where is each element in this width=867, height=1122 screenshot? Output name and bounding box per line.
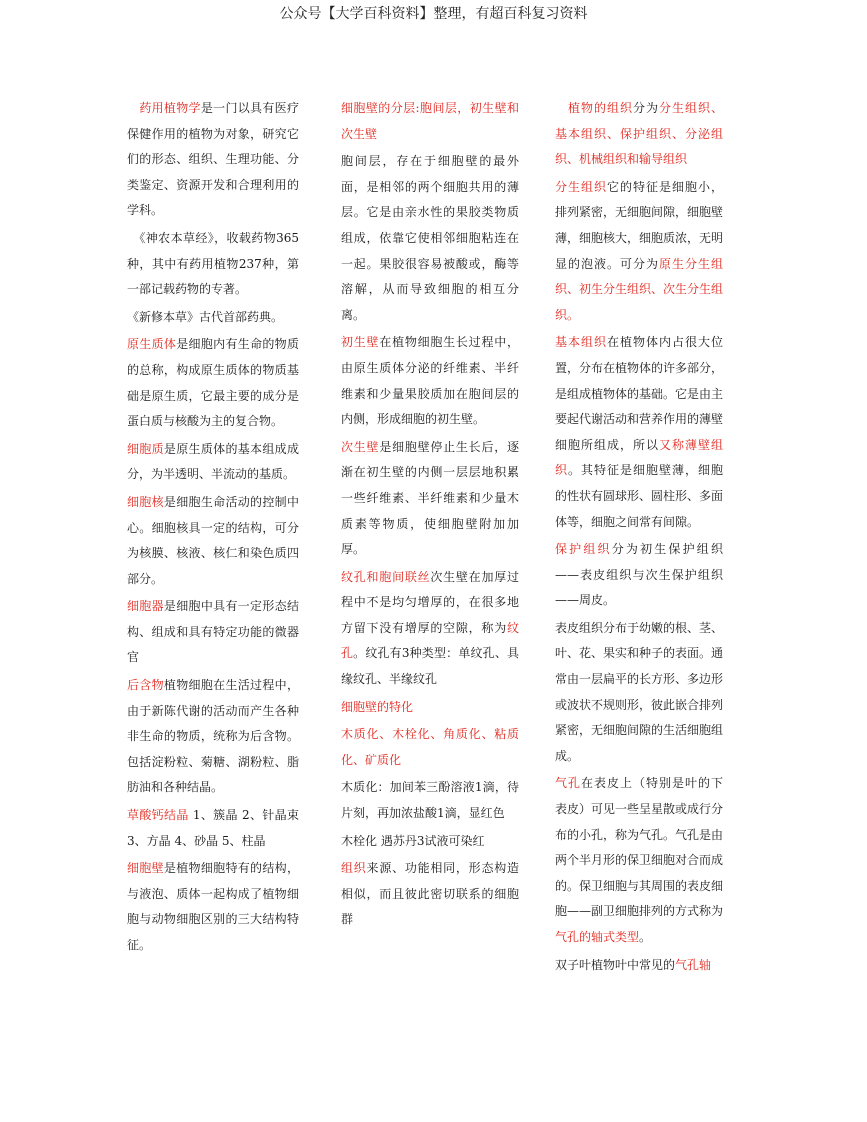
body-text: 《新修本草》古代首部药典。 xyxy=(127,309,284,324)
body-text: 。 xyxy=(639,930,652,944)
highlighted-term: 组织 xyxy=(341,861,367,876)
paragraph xyxy=(555,175,723,329)
body-text: 。纹孔有3种类型：单纹孔、具缘纹孔、半缘纹孔 xyxy=(341,646,519,687)
body-text: 分为初生保护组织——表皮组织与次生保护组织——周皮。 xyxy=(555,542,723,608)
paragraph xyxy=(555,537,723,614)
highlighted-term: 保护组织 xyxy=(555,542,612,557)
highlighted-term: 草酸钙结晶 xyxy=(127,808,189,823)
paragraph xyxy=(127,96,299,224)
paragraph xyxy=(341,856,519,933)
text-column-1 xyxy=(127,96,299,959)
body-text: 木栓化 遇苏丹3试液可染红 xyxy=(341,833,485,848)
paragraph xyxy=(341,435,519,563)
paragraph xyxy=(341,330,519,432)
body-text: 在植物体内占很大位置，分布在植物体的许多部分，是组成植物体的基础。它是由主要起代谢活动和营养作用的薄壁细胞所组成，所以 xyxy=(555,335,724,452)
text-column-2 xyxy=(341,96,519,933)
paragraph xyxy=(341,96,519,147)
body-text: 双子叶植物叶中常见的 xyxy=(555,957,676,972)
body-text xyxy=(127,101,139,115)
paragraph xyxy=(127,305,299,331)
paragraph xyxy=(341,565,519,693)
highlighted-term: 基本组织 xyxy=(555,335,607,350)
body-text: 是植物细胞特有的结构，与液泡、质体一起构成了植物细胞与动物细胞区别的三大结构特征。 xyxy=(127,861,299,952)
highlighted-term: 又称薄壁组织 xyxy=(555,437,723,478)
highlighted-term: 气孔的轴式类型 xyxy=(555,930,640,944)
body-text xyxy=(555,101,568,115)
highlighted-term: 分生组织 xyxy=(555,179,607,194)
paragraph xyxy=(555,96,723,173)
highlighted-term: 纹孔和胞间联丝 xyxy=(341,569,431,584)
body-text: 。其特征是细胞壁薄，细胞的性状有圆球形、圆柱形、多面体等，细胞之间常有间隙。 xyxy=(555,463,724,529)
paragraph xyxy=(341,829,519,855)
highlighted-term: 原生分生组织、初生分生组织、次生分生组织。 xyxy=(555,256,724,322)
paragraph xyxy=(127,490,299,592)
paragraph xyxy=(127,332,299,434)
body-text: 植物细胞在生活过程中，由于新陈代谢的活动而产生各种非生命的物质，统称为后含物。包括淀粉粒、菊糖、湖粉粒、脂肪油和各种结晶。 xyxy=(127,678,299,795)
paragraph xyxy=(127,856,299,958)
paragraph xyxy=(341,775,519,826)
body-text: 是原生质体的基本组成成分，为半透明、半流动的基质。 xyxy=(127,441,299,482)
highlighted-term: 后含物 xyxy=(127,678,164,693)
body-text: 是细胞中具有一定形态结构、组成和具有特定功能的微器官 xyxy=(127,599,299,665)
text-column-3 xyxy=(555,96,723,978)
highlighted-term: 细胞质 xyxy=(127,441,164,456)
body-text: 木质化：加间苯三酚溶液1滴，待片刻，再加浓盐酸1滴，显红色 xyxy=(341,780,519,821)
body-text: 胞间层，存在于细胞壁的最外面，是相邻的两个细胞共用的薄层。它是由亲水性的果胶类物质组成，依靠它使相邻细胞粘连在一起。果胶很容易被酸或，酶等溶解，从而导致细胞的相互分离。 xyxy=(341,154,519,322)
body-text: 表皮组织分布于幼嫩的根、茎、叶、花、果实和种子的表面。通常由一层扁平的长方形、多边形或波状不规则形，彼此嵌合排列紧密，无细胞间隙的生活细胞组成。 xyxy=(555,620,724,763)
body-text: 是细胞生命活动的控制中心。细胞核具一定的结构，可分为核膜、核液、核仁和染色质四部分。 xyxy=(127,494,299,586)
paragraph xyxy=(555,330,723,535)
paragraph xyxy=(127,437,299,488)
highlighted-term: 气孔 xyxy=(555,776,581,791)
paragraph xyxy=(341,695,519,721)
highlighted-term: 原生质体 xyxy=(127,337,177,352)
highlighted-term: 细胞器 xyxy=(127,599,164,614)
highlighted-term: 细胞壁的分层:胞间层，初生壁和次生壁 xyxy=(341,101,519,141)
paragraph xyxy=(341,149,519,328)
highlighted-term: 气孔轴 xyxy=(675,957,712,972)
highlighted-term: 细胞核 xyxy=(127,494,164,509)
body-text: 在表皮上（特别是叶的下表皮）可见一些呈星散或成行分布的小孔，称为气孔。气孔是由两个半月形的保卫细胞对合而成的。保卫细胞与其周围的表皮细胞——副卫细胞排列的方式称为 xyxy=(555,776,724,919)
highlighted-term: 纹孔 xyxy=(341,620,519,661)
body-text: 在植物细胞生长过程中，由原生质体分泌的纤维素、半纤维素和少量果胶质加在胞间层的内侧，形成细胞的初生壁。 xyxy=(341,335,519,427)
paragraph xyxy=(555,953,723,979)
body-text: 次生壁在加厚过程中不是均匀增厚的，在很多地方留下没有增厚的空隙，称为 xyxy=(341,569,519,635)
highlighted-term: 药用植物学 xyxy=(139,101,201,115)
body-text: 1、簇晶 2、针晶束 3、方晶 4、砂晶 5、柱晶 xyxy=(127,808,299,848)
paragraph xyxy=(341,722,519,773)
highlighted-term: 细胞壁的特化 xyxy=(341,699,414,714)
body-text: 来源、功能相同，形态构造相似，而且彼此密切联系的细胞群 xyxy=(341,861,519,927)
highlighted-term: 木质化、木栓化、角质化、粘质化、矿质化 xyxy=(341,727,519,767)
highlighted-term: 植物的组织 xyxy=(568,101,633,115)
paragraph xyxy=(555,616,723,770)
highlighted-term: 初生壁 xyxy=(341,335,380,350)
body-text: 《神农本草经》，收载药物365种，其中有药用植物237种，第一部记载药物的专著。 xyxy=(127,230,299,297)
highlighted-term: 细胞壁 xyxy=(127,861,164,876)
body-text: 分为 xyxy=(632,101,659,115)
body-text: 是细胞内有生命的物质的总称，构成原生质体的物质基础是原生质，它最主要的成分是蛋白质与核酸为主的复合物。 xyxy=(127,337,299,429)
highlighted-term: 次生壁 xyxy=(341,439,380,454)
body-text: 是细胞壁停止生长后，逐渐在初生壁的内侧一层层地积累一些纤维素、半纤维素和少量木质素等物质，使细胞壁附加加厚。 xyxy=(341,439,519,557)
highlighted-term: 分生组织、基本组织、保护组织、分泌组织、机械组织和输导组织 xyxy=(555,101,723,167)
body-text: 是一门以具有医疗保健作用的植物为对象，研究它们的形态、组织、生理功能、分类鉴定、资源开发和合理利用的学科。 xyxy=(127,101,299,218)
body-text: 它的特征是细胞小，排列紧密，无细胞间隙，细胞壁薄，细胞核大，细胞质浓，无明显的泡液。可分为 xyxy=(555,179,724,271)
paragraph xyxy=(127,803,299,854)
paragraph xyxy=(127,673,299,801)
page-header: 公众号【大学百科资料】整理，有超百科复习资料 xyxy=(279,6,588,22)
paragraph xyxy=(555,771,723,950)
paragraph xyxy=(127,226,299,303)
paragraph xyxy=(127,594,299,671)
